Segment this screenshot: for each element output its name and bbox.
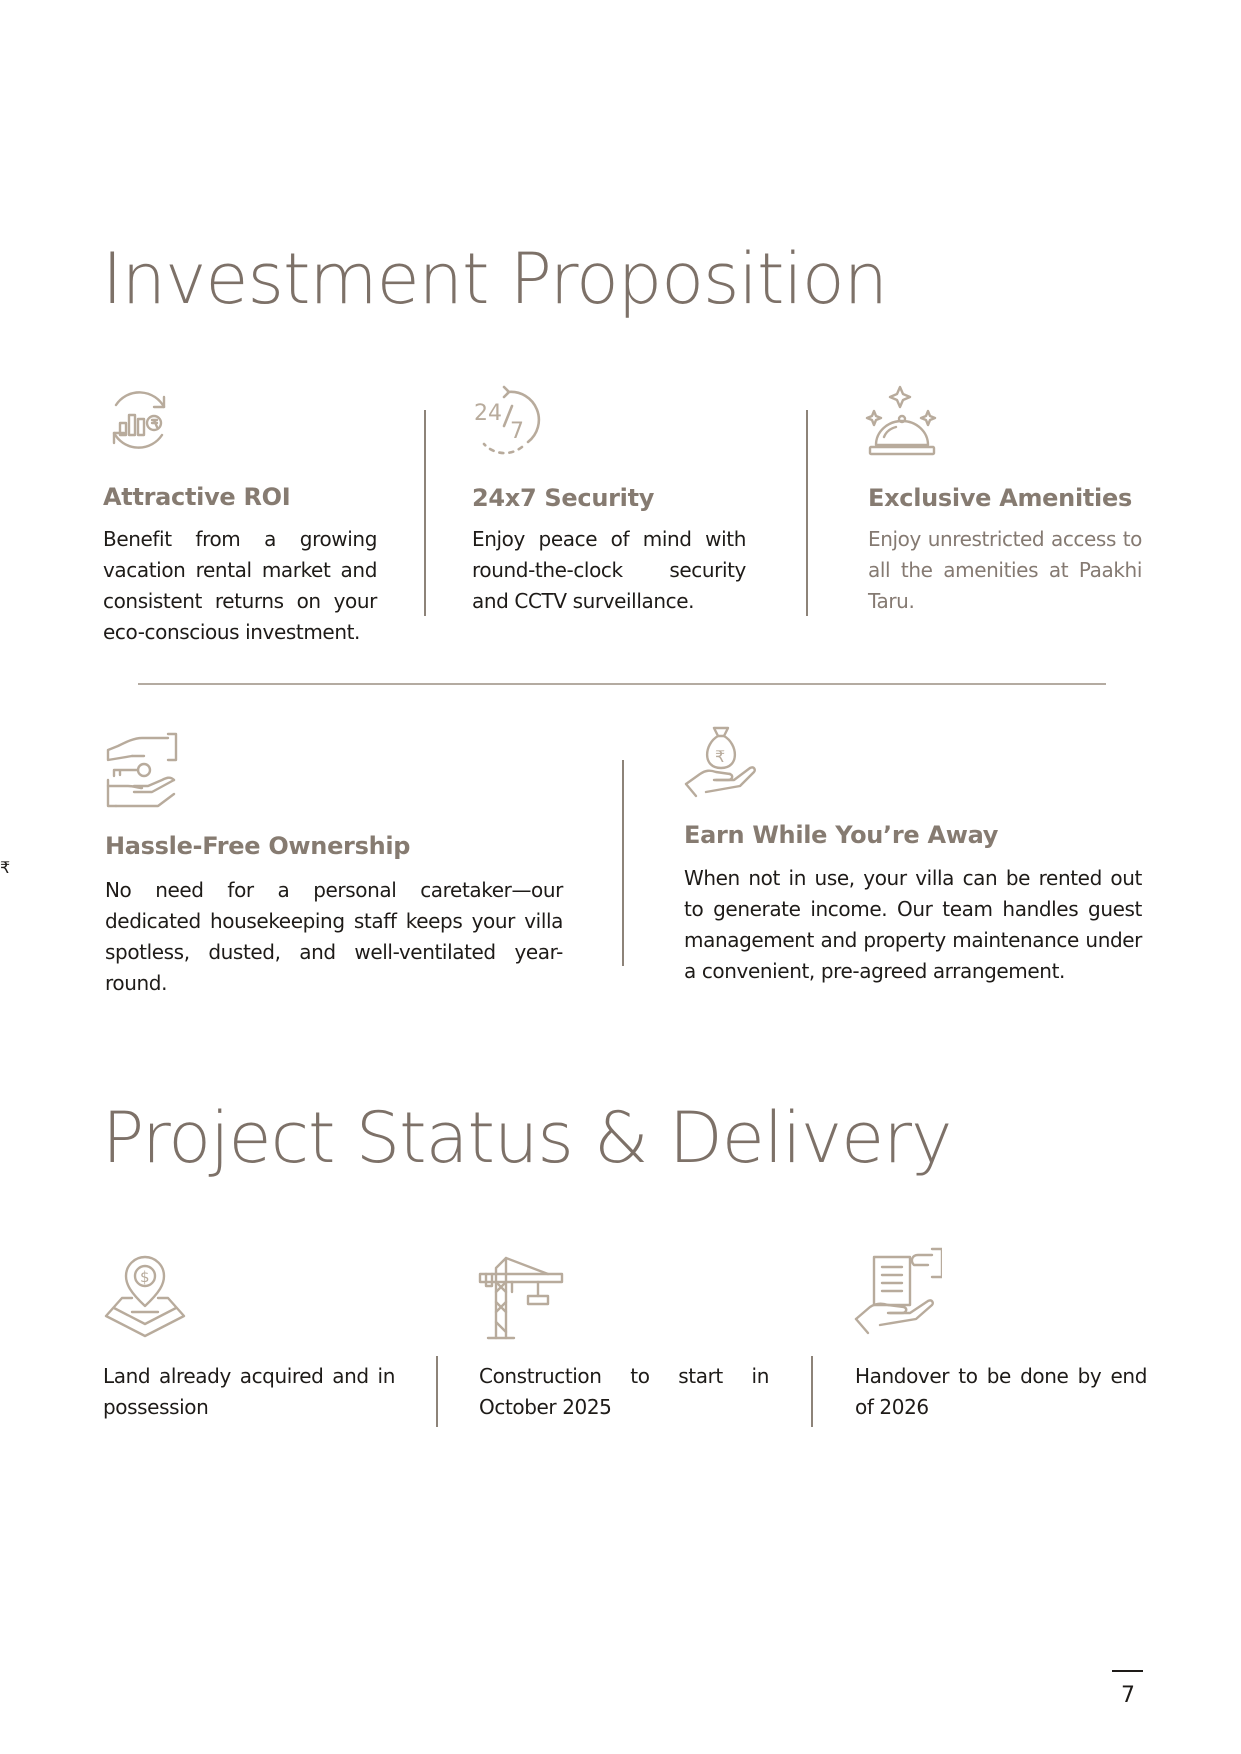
construction-body: Construction to start in October 2025 (479, 1364, 769, 1419)
svg-text:7: 7 (510, 419, 524, 444)
amenities-body: Enjoy unrestricted access to all the amenities at Paakhi Taru. (868, 527, 1142, 613)
clock-24-7-icon (470, 384, 544, 458)
column-divider (811, 1356, 813, 1427)
hand-key-icon (104, 732, 180, 810)
page-number-rule (1112, 1670, 1143, 1672)
page-number: 7 (1121, 1683, 1135, 1708)
amenities-title: Exclusive Amenities (868, 484, 1132, 512)
ownership-title: Hassle-Free Ownership (105, 832, 411, 860)
land-location-dollar-icon (102, 1254, 188, 1340)
column-divider (806, 410, 808, 616)
stray-rupee-mark: ₹ (0, 858, 11, 877)
document-handover-icon (852, 1247, 942, 1339)
investment-heading: Investment Proposition (102, 238, 888, 320)
service-bell-icon (864, 383, 940, 463)
column-divider (424, 410, 426, 616)
earn-title: Earn While You’re Away (684, 821, 999, 849)
earn-body: When not in use, your villa can be rented out to generate income. Our team handles guest management and property maintenance under a convenient, pre-agreed arrangement. (684, 866, 1142, 983)
roi-chart-cycle-icon (102, 383, 176, 457)
svg-text:$: $ (140, 1268, 150, 1286)
column-divider (436, 1356, 438, 1427)
handover-body: Handover to be done by end of 2026 (855, 1364, 1147, 1419)
roi-title: Attractive ROI (103, 483, 291, 511)
svg-text:₹: ₹ (715, 747, 726, 766)
security-body: Enjoy peace of mind with round-the-clock security and CCTV surveillance. (472, 527, 746, 613)
svg-text:24: 24 (474, 401, 502, 426)
status-heading: Project Status & Delivery (102, 1097, 952, 1179)
security-title: 24x7 Security (472, 484, 655, 512)
ownership-body: No need for a personal caretaker—our dedicated housekeeping staff keeps your villa spotless, dusted, and well-ventilated year-round. (105, 878, 563, 995)
construction-crane-icon (478, 1252, 566, 1342)
roi-body: Benefit from a growing vacation rental market and consistent returns on your eco-conscious investment. (103, 527, 377, 644)
land-body: Land already acquired and in possession (103, 1364, 395, 1419)
section-divider (138, 683, 1106, 685)
hand-money-bag-icon (682, 724, 758, 800)
column-divider (622, 760, 624, 966)
